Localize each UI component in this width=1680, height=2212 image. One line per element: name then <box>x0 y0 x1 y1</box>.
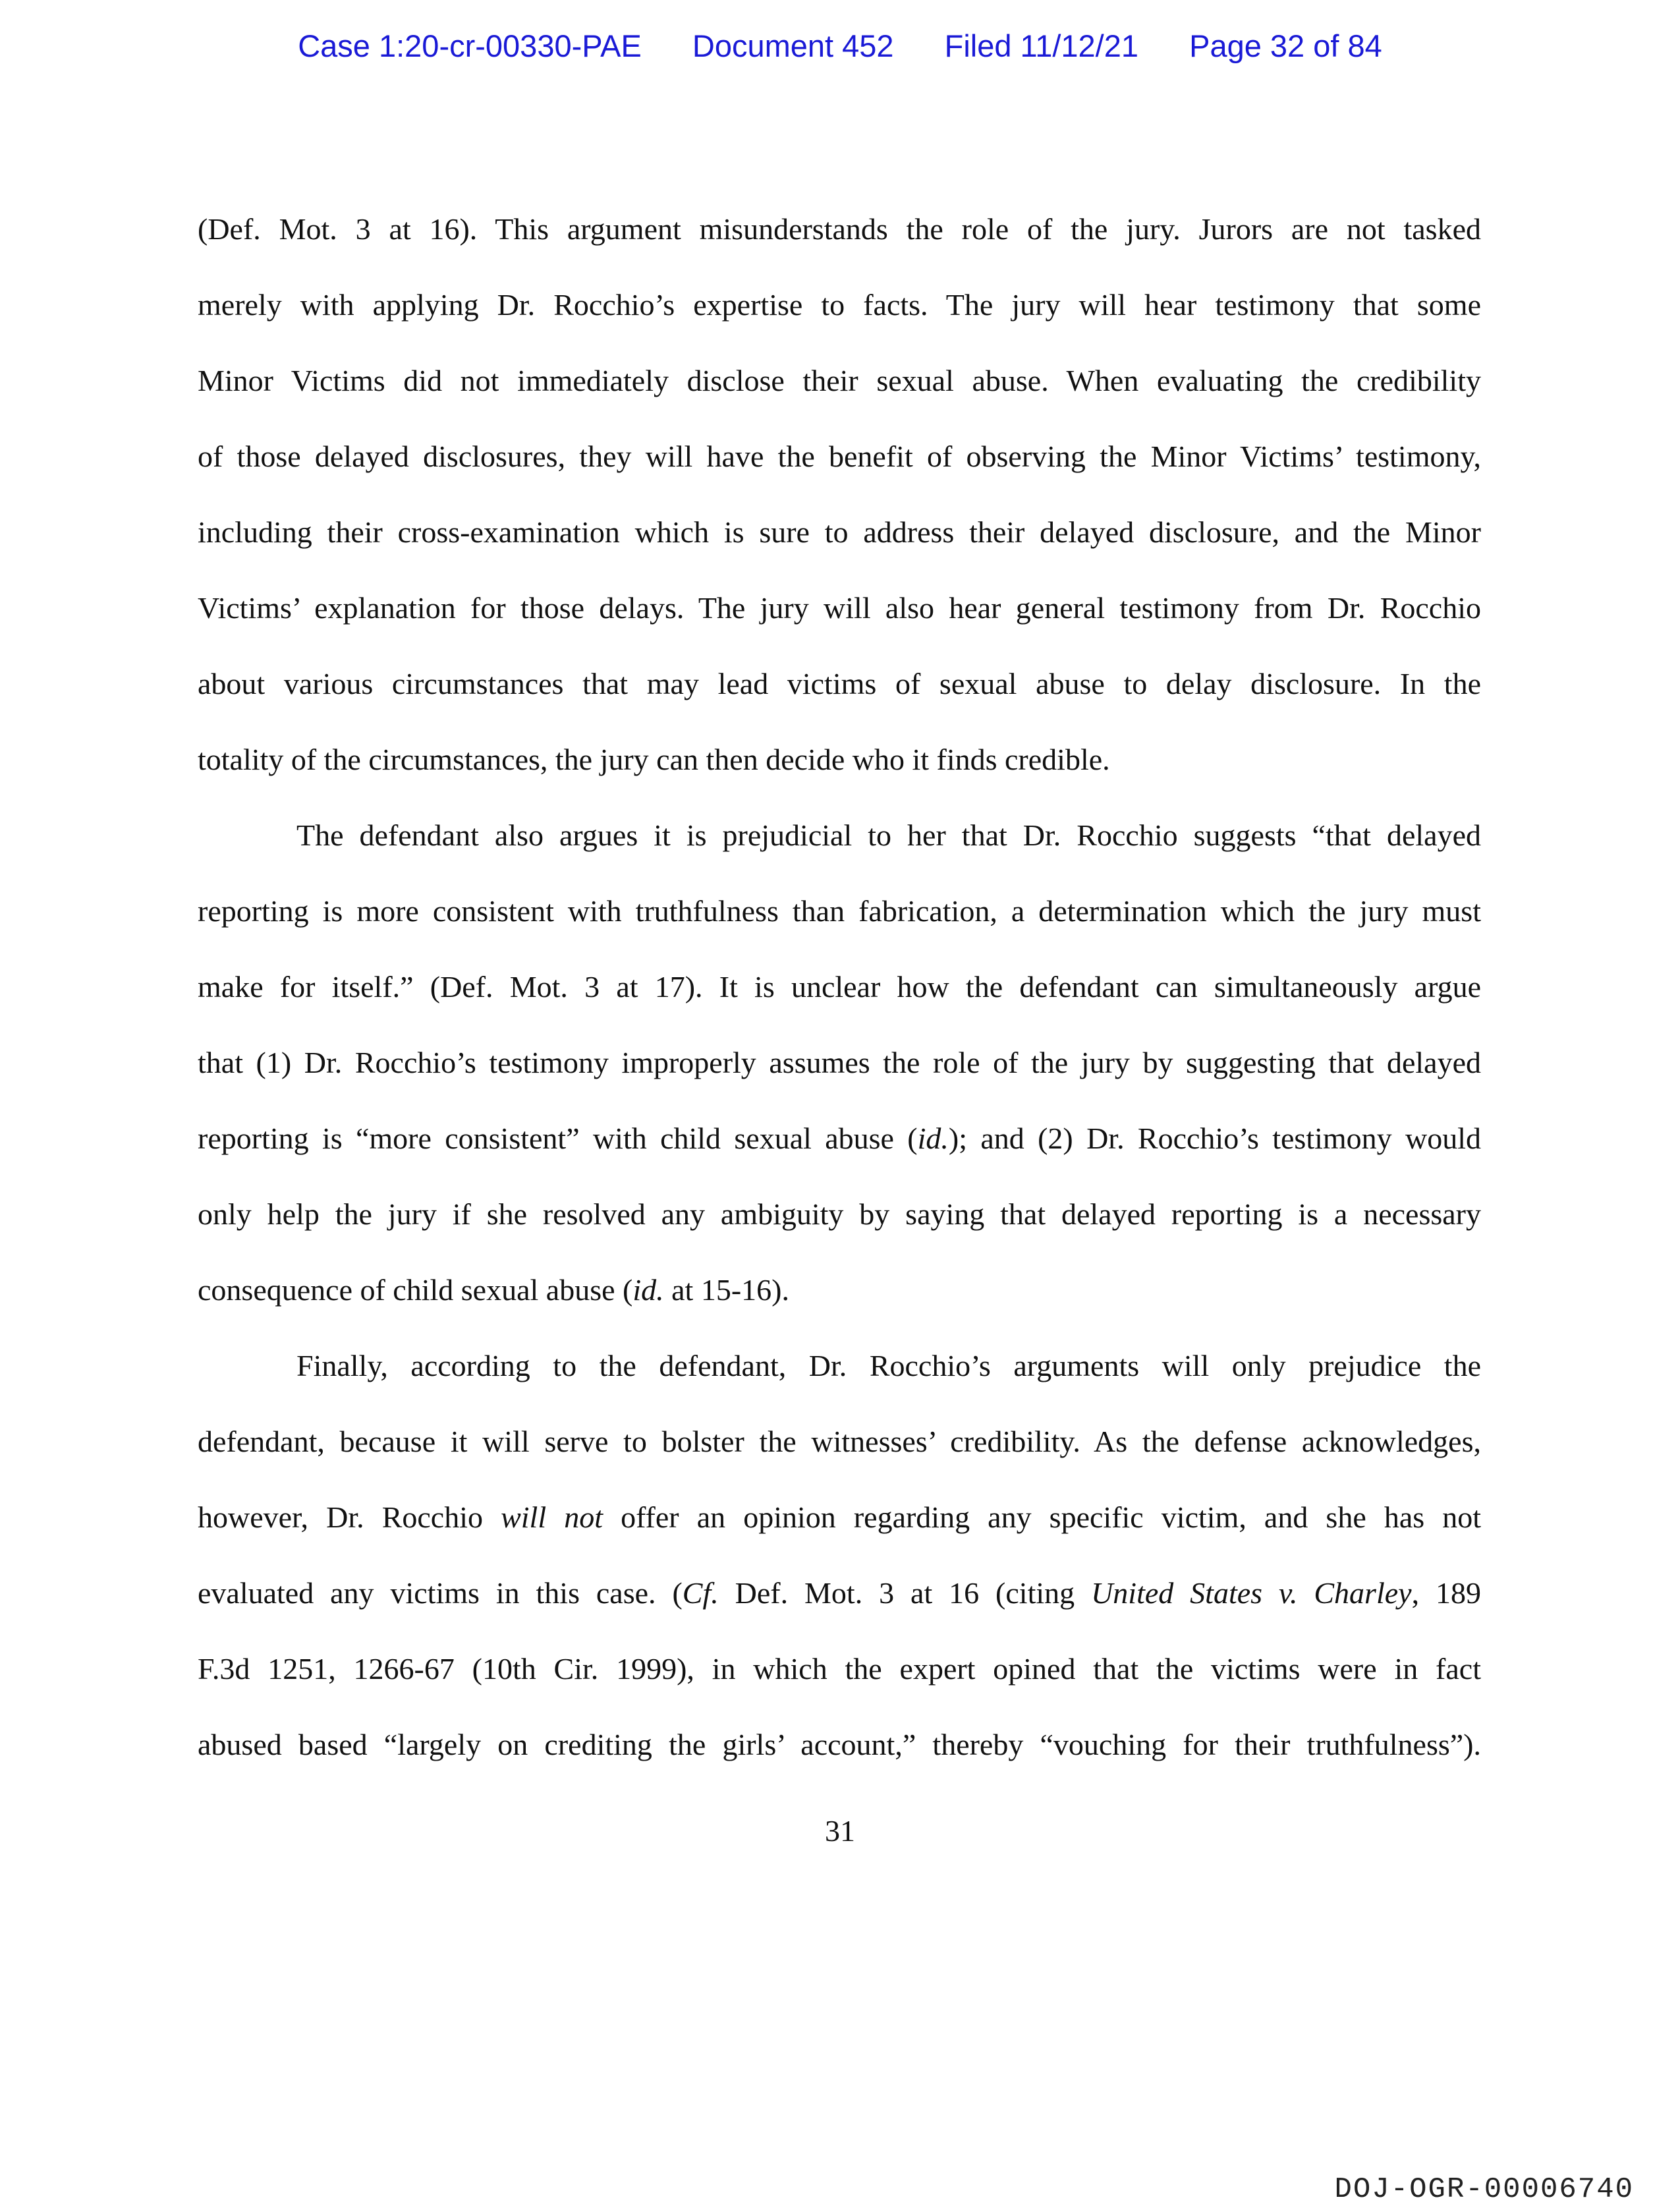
id-citation: id. <box>917 1121 949 1155</box>
text-line <box>198 1252 1481 1328</box>
page-of-total: Page 32 of 84 <box>1189 28 1382 63</box>
text-line: that (1) Dr. Rocchio’s testimony improperly assumes the role of the jury by suggesting that delayed <box>198 1046 1481 1079</box>
text-run: ); and (2) Dr. Rocchio’s testimony would <box>948 1121 1482 1155</box>
paragraph-3 <box>198 1328 1481 1782</box>
text-line <box>198 1479 1481 1555</box>
text-line: Victims’ explanation for those delays. The jury will also hear general testimony from Dr. Rocchio <box>198 591 1481 625</box>
text-line: F.3d 1251, 1266-67 (10th Cir. 1999), in which the expert opined that the victims were in fact <box>198 1652 1481 1686</box>
text-line: abused based “largely on crediting the girls’ account,” thereby “vouching for their truthfulness”). <box>198 1728 1481 1761</box>
text-line <box>198 1555 1481 1631</box>
text-line: make for itself.” (Def. Mot. 3 at 17). It is unclear how the defendant can simultaneously argue <box>198 970 1481 1004</box>
case-name-citation: United States v. Charley <box>1091 1576 1412 1610</box>
cf-signal: Cf. <box>682 1576 719 1610</box>
text-run: Def. Mot. 3 at 16 (citing <box>718 1576 1092 1610</box>
document-number: Document 452 <box>692 28 894 63</box>
text-line <box>198 1100 1481 1176</box>
text-line: defendant, because it will serve to bolster the witnesses’ credibility. As the defense acknowledges, <box>198 1425 1481 1458</box>
text-run: however, Dr. Rocchio <box>198 1500 501 1534</box>
text-run: , 189 <box>1411 1576 1481 1610</box>
text-line: Minor Victims did not immediately disclose their sexual abuse. When evaluating the credibility <box>198 364 1481 397</box>
text-run: consequence of child sexual abuse ( <box>198 1273 633 1307</box>
text-line: including their cross-examination which is sure to address their delayed disclosure, and the Minor <box>198 515 1481 549</box>
text-run: offer an opinion regarding any specific victim, and she has not <box>602 1500 1482 1534</box>
filed-date: Filed 11/12/21 <box>944 28 1139 63</box>
case-number: Case 1:20-cr-00330-PAE <box>298 28 642 63</box>
text-run: evaluated any victims in this case. ( <box>198 1576 683 1610</box>
text-line: totality of the circumstances, the jury can then decide who it finds credible. <box>198 743 1110 776</box>
text-line: The defendant also argues it is prejudicial to her that Dr. Rocchio suggests “that delayed <box>296 818 1481 852</box>
paragraph-2 <box>198 797 1481 1328</box>
ecf-filing-header <box>0 28 1680 64</box>
paragraph-1 <box>198 191 1481 797</box>
text-run: at 15-16). <box>663 1273 789 1307</box>
id-citation: id. <box>632 1273 664 1307</box>
text-line: merely with applying Dr. Rocchio’s expertise to facts. The jury will hear testimony that some <box>198 288 1481 322</box>
bates-stamp: DOJ-OGR-00006740 <box>1334 2173 1634 2206</box>
text-line: only help the jury if she resolved any ambiguity by saying that delayed reporting is a necessary <box>198 1197 1481 1231</box>
emphasis-will-not: will not <box>501 1500 603 1534</box>
text-line: reporting is more consistent with truthfulness than fabrication, a determination which the jury must <box>198 894 1481 928</box>
text-line: (Def. Mot. 3 at 16). This argument misunderstands the role of the jury. Jurors are not tasked <box>198 212 1481 246</box>
text-line: about various circumstances that may lead victims of sexual abuse to delay disclosure. In the <box>198 667 1481 700</box>
page-number: 31 <box>825 1814 855 1848</box>
text-run: reporting is “more consistent” with child sexual abuse ( <box>198 1121 918 1155</box>
document-body <box>198 191 1481 1782</box>
text-line: Finally, according to the defendant, Dr. Rocchio’s arguments will only prejudice the <box>296 1349 1481 1382</box>
text-line: of those delayed disclosures, they will have the benefit of observing the Minor Victims’ testimony, <box>198 440 1481 473</box>
